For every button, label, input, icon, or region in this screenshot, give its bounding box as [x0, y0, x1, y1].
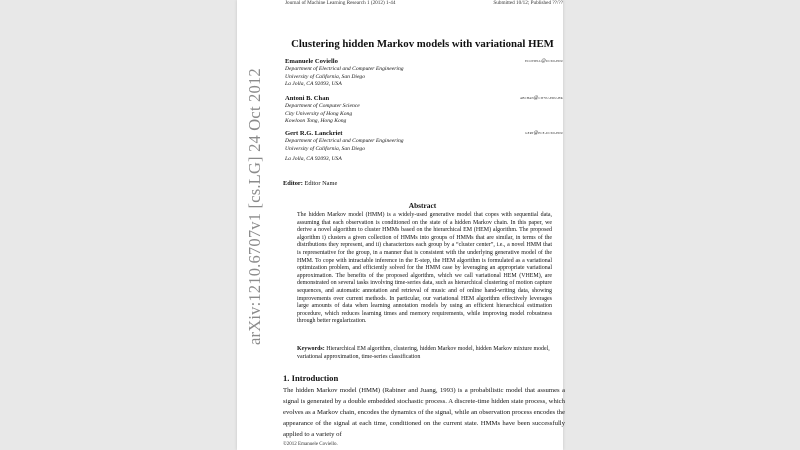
journal-info: Journal of Machine Learning Research 1 (2012) 1-44 — [285, 0, 396, 6]
author-name: Antoni B. Chan — [285, 95, 330, 102]
running-header — [285, 0, 563, 6]
submission-info: Submitted 10/12; Published ??/?? — [493, 0, 563, 6]
affiliation-line: Department of Electrical and Computer Engineering — [285, 138, 404, 144]
author-email: ecoviell@ucsd.edu — [525, 59, 563, 64]
author-block — [285, 95, 563, 126]
section-heading: 1. Introduction — [283, 373, 339, 383]
paper-title: Clustering hidden Markov models with variational HEM — [291, 38, 554, 50]
keywords-line — [297, 346, 552, 361]
abstract-heading: Abstract — [408, 201, 437, 210]
author-email: abchan@cityu.edu.hk — [520, 96, 563, 101]
author-name: Emanuele Coviello — [285, 58, 338, 65]
affiliation-line: City University of Hong Kong — [285, 110, 353, 117]
keywords-text: Hierarchical EM algorithm, clustering, hidden Markov model, hidden Markov mixture model, variational approximation, time-series classification — [297, 346, 550, 360]
author-block — [285, 58, 563, 89]
author-name: Gert R.G. Lanckriet — [285, 130, 343, 137]
affiliation-line: Kowloon Tong, Hong Kong — [285, 118, 347, 125]
keywords-label: Keywords: — [297, 346, 325, 352]
copyright-footer: ©2012 Emanuele Coviello. — [283, 442, 338, 447]
affiliation-line: La Jolla, CA 92093, USA — [285, 156, 342, 163]
affiliation-line: Department of Computer Science — [285, 103, 360, 109]
author-email: gert@ece.ucsd.edu — [525, 131, 563, 136]
abstract-text: The hidden Markov model (HMM) is a widely-used generative model that copes with sequential data, assuming that each observation is conditioned on the state of a hidden Markov chain. In this paper, we derive a novel algorithm to cluster HMMs based on the hierarchical EM (HEM) algorithm. The proposed algorithm i) clusters a given collection of HMMs into groups of HMMs that are similar, in terms of the distributions they represent, and ii) characterizes each group by a “cluster center”, i.e., a novel HMM that is representative for the group, in a manner that is consistent with the underlying generative model of the HMM. To cope with intractable inference in the E-step, the HEM algorithm is formulated as a variational optimization problem, and efficiently solved for the HMM case by leveraging an appropriate variational approximation. The benefits of the proposed algorithm, which we call variational HEM (VHEM), are demonstrated on several tasks involving time-series data, such as hierarchical clustering of motion capture sequences, and automatic annotation and retrieval of music and of online hand-writing data, showing improvements over current methods. In particular, our variational HEM algorithm effectively leverages large amounts of data when learning annotation models by using an efficient hierarchical estimation procedure, which reduces learning times and memory requirements, while improving model robustness through better regularization. — [297, 212, 552, 325]
editor-line — [283, 180, 337, 187]
affiliation-line: Department of Electrical and Computer Engineering — [285, 66, 404, 72]
author-block — [285, 130, 563, 164]
editor-name: Editor Name — [304, 180, 338, 187]
affiliation-line: La Jolla, CA 92093, USA — [285, 81, 342, 88]
affiliation-line: University of California, San Diego — [285, 73, 366, 80]
editor-label: Editor: — [283, 180, 303, 187]
arxiv-stamp: arXiv:1210.6707v1 [cs.LG] 24 Oct 2012 — [245, 68, 264, 345]
affiliation-line: University of California, San Diego — [285, 145, 366, 152]
introduction-text: The hidden Markov model (HMM) (Rabiner and Juang, 1993) is a probabilistic model that assumes a signal is generated by a double embedded stochastic process. A discrete-time hidden state process, which evolves as a Markov chain, encodes the dynamics of the signal, while an observation process encodes the appearance of the signal at each time, conditioned on the current state. HMMs have been successfully applied to a variety of — [283, 387, 565, 438]
